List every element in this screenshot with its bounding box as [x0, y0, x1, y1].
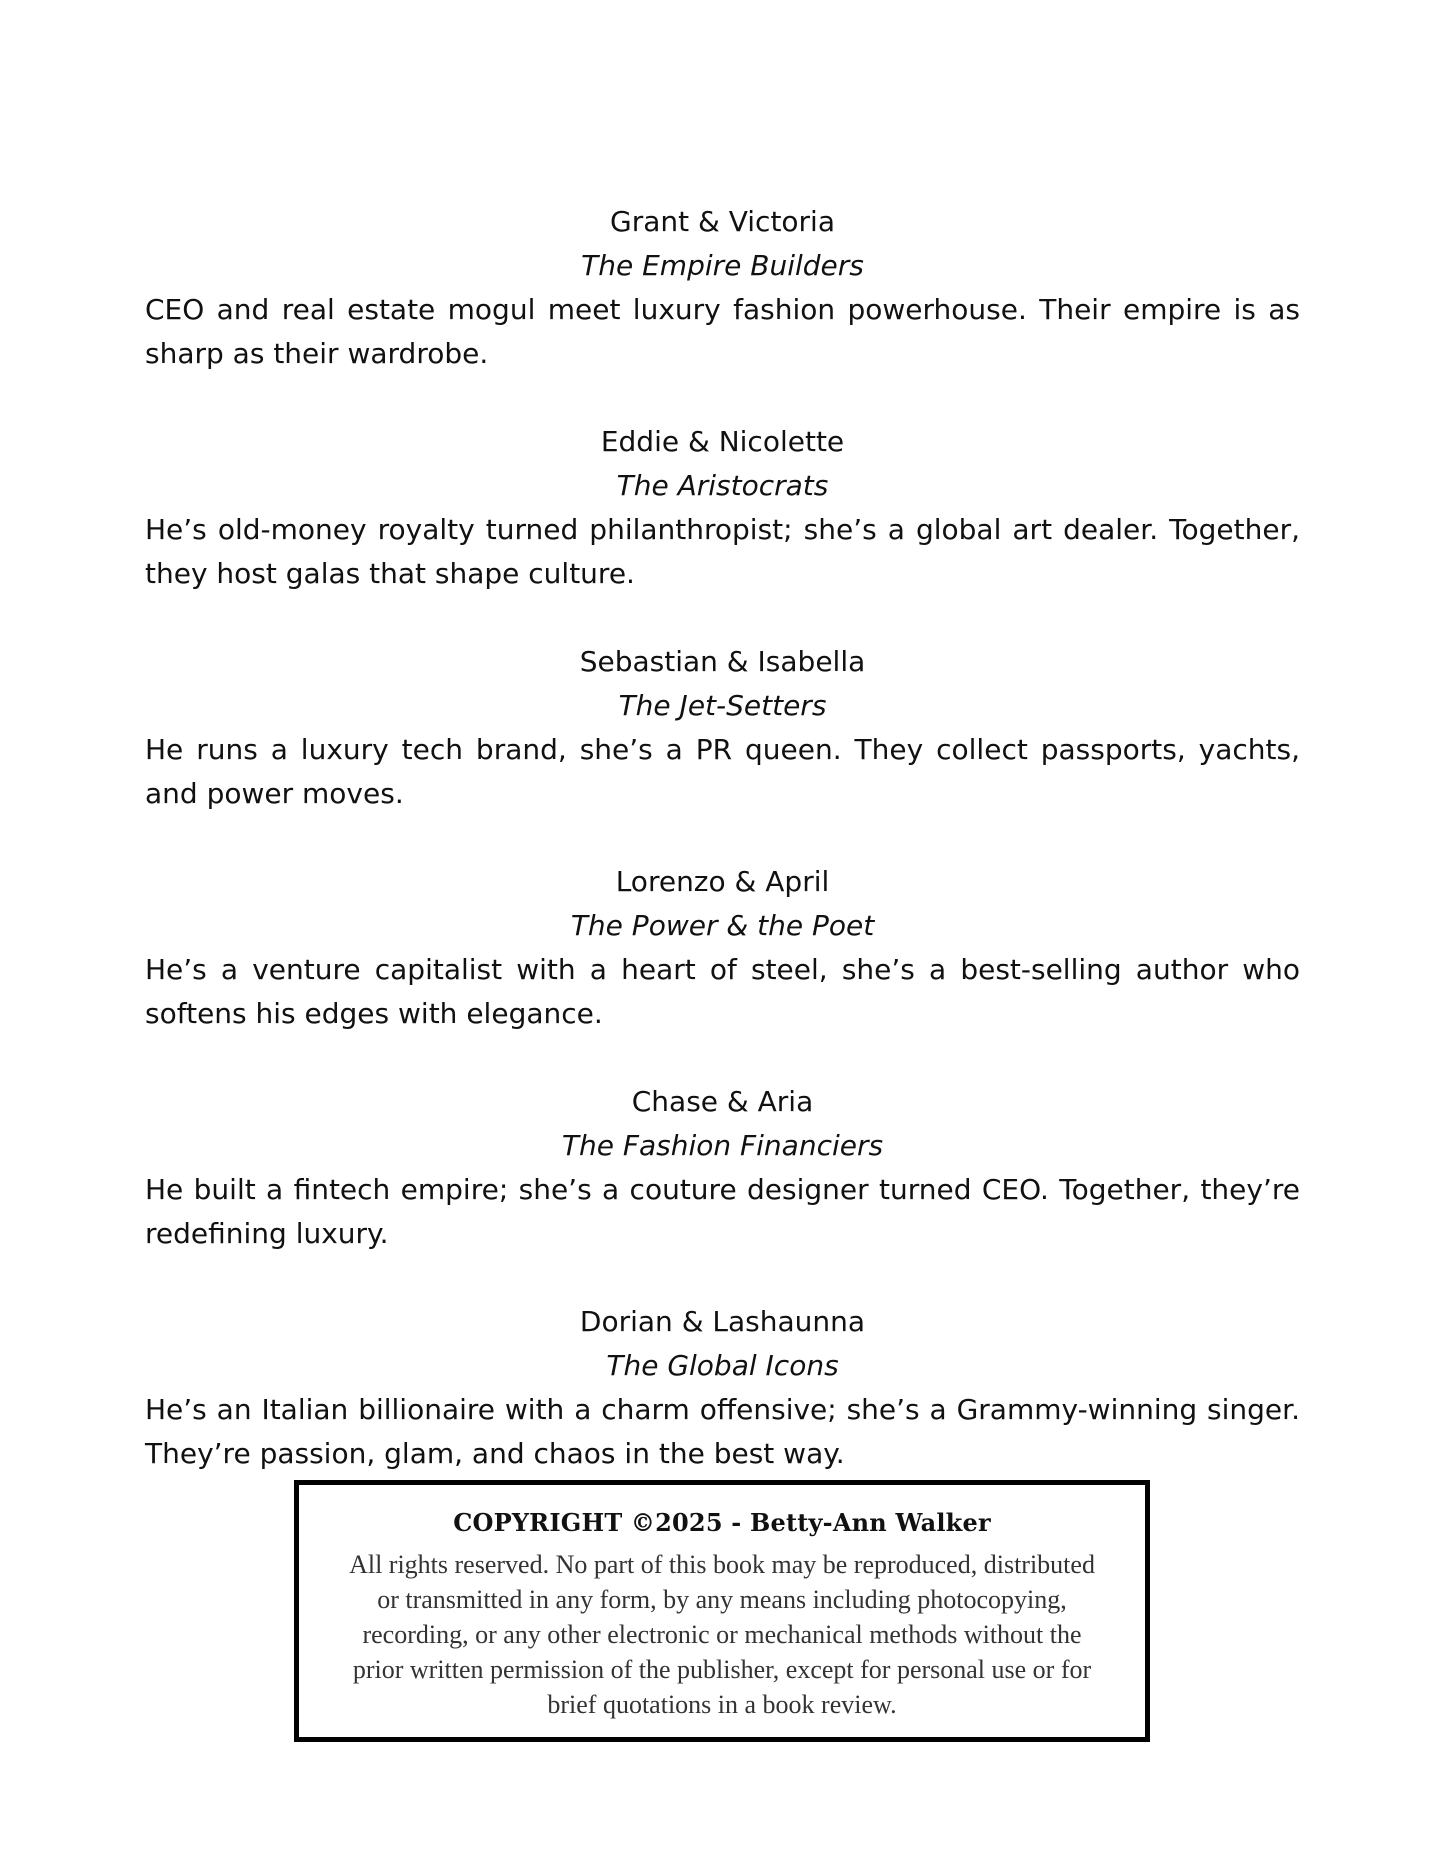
- couple-description: He’s old-money royalty turned philanthropist; she’s a global art dealer. Together, they host galas that shape culture.: [145, 513, 1300, 590]
- couple-nickname: The Empire Builders: [581, 249, 864, 282]
- couple-entry: [145, 1300, 1300, 1476]
- couple-names: Grant & Victoria: [610, 205, 835, 238]
- copyright-notice: [294, 1480, 1150, 1742]
- couple-names: Eddie & Nicolette: [600, 425, 845, 458]
- couple-description: He’s a venture capitalist with a heart of steel, she’s a best-selling author who softens his edges with elegance.: [145, 953, 1300, 1030]
- couple-nickname: The Global Icons: [606, 1349, 839, 1382]
- couple-names: Dorian & Lashaunna: [579, 1305, 866, 1338]
- couple-description: CEO and real estate mogul meet luxury fashion powerhouse. Their empire is as sharp as their wardrobe.: [145, 293, 1300, 370]
- couple-entry: [145, 640, 1300, 816]
- couple-nickname: The Power & the Poet: [570, 909, 875, 942]
- couples-list: [145, 200, 1300, 1520]
- couple-description: He’s an Italian billionaire with a charm offensive; she’s a Grammy-winning singer. They’re passion, glam, and chaos in the best way.: [145, 1393, 1300, 1470]
- couple-nickname: The Aristocrats: [616, 469, 829, 502]
- couple-entry: [145, 860, 1300, 1036]
- couple-names: Lorenzo & April: [615, 865, 830, 898]
- couple-entry: [145, 420, 1300, 596]
- couple-entry: [145, 1080, 1300, 1256]
- copyright-body: All rights reserved. No part of this book may be reproduced, distributed or transmitted in any form, by any means including photocopying, recording, or any other electronic or mechanical methods without the prior written permission of the publisher, except for personal use or for brief quotations in a book review.: [349, 1550, 1095, 1719]
- copyright-title: COPYRIGHT ©2025 - Betty-Ann Walker: [453, 1508, 991, 1537]
- couple-names: Sebastian & Isabella: [579, 645, 866, 678]
- couple-description: He built a fintech empire; she’s a couture designer turned CEO. Together, they’re redefining luxury.: [145, 1173, 1300, 1250]
- couple-description: He runs a luxury tech brand, she’s a PR queen. They collect passports, yachts, and power moves.: [145, 733, 1300, 810]
- couple-entry: [145, 200, 1300, 376]
- couple-nickname: The Jet-Setters: [618, 689, 827, 722]
- couple-nickname: The Fashion Financiers: [561, 1129, 884, 1162]
- couple-names: Chase & Aria: [631, 1085, 814, 1118]
